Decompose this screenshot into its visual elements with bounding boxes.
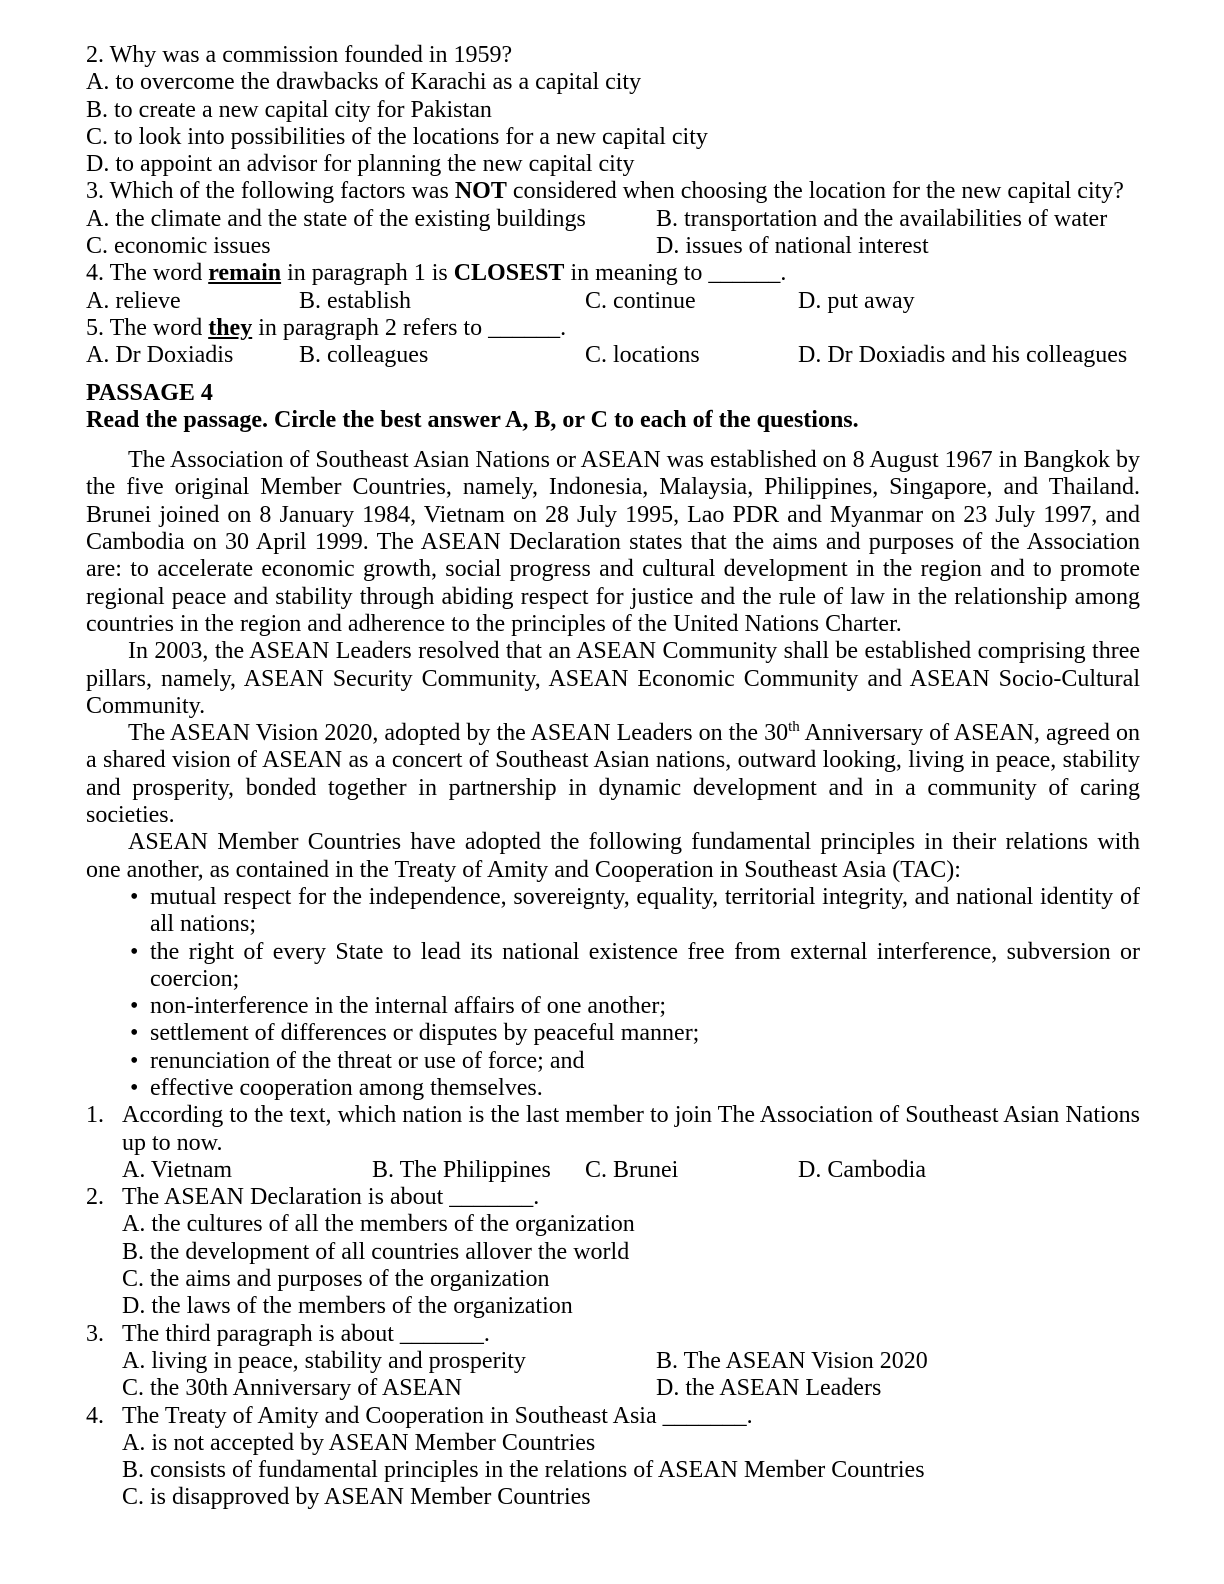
option-a: A. Vietnam <box>122 1156 233 1183</box>
question-5-option-a: A. Dr Doxiadis <box>86 342 234 369</box>
option-c: C. is disapproved by ASEAN Member Countries <box>122 1484 591 1511</box>
question-3-options-row-1 <box>86 206 1140 233</box>
question-3-stem <box>86 178 1140 205</box>
question-stem: According to the text, which nation is the last member to join The Association of Southeast Asian Nations up to now. <box>122 1102 1140 1156</box>
list-item <box>130 884 1140 939</box>
bullet-icon: • <box>130 1020 139 1047</box>
bullet-icon: • <box>130 883 139 910</box>
question-3-option-b: B. transportation and the availabilities of water <box>656 205 1108 232</box>
question-5-target-word: they <box>208 314 253 341</box>
question-5-options <box>86 342 1140 369</box>
passage-question-4 <box>86 1403 1140 1512</box>
option-d: D. the ASEAN Leaders <box>656 1375 882 1402</box>
question-4-option-d: D. put away <box>798 287 915 314</box>
option-a: A. is not accepted by ASEAN Member Countries <box>122 1429 596 1456</box>
passage-paragraph-3 <box>86 720 1140 829</box>
question-number: 3. <box>86 1320 104 1347</box>
question-3-option-c: C. economic issues <box>86 233 271 260</box>
question-options-row-1 <box>122 1348 1140 1375</box>
question-4-stem <box>86 260 1140 287</box>
question-number: 1. <box>86 1102 104 1129</box>
passage-instruction: Read the passage. Circle the best answer A, B, or C to each of the questions. <box>86 406 859 433</box>
question-2-option-c: C. to look into possibilities of the locations for a new capital city <box>86 123 708 150</box>
question-2-stem: 2. Why was a commission founded in 1959? <box>86 42 513 68</box>
question-number: 4. <box>86 1402 104 1429</box>
list-item <box>130 939 1140 994</box>
list-item-text: renunciation of the threat or use of force; and <box>150 1047 585 1074</box>
question-4-options <box>86 288 1140 315</box>
question-3-option-a: A. the climate and the state of the existing buildings <box>86 205 586 232</box>
question-5-option-b: B. colleagues <box>299 342 429 369</box>
question-5-stem-end: in paragraph 2 refers to ______. <box>252 314 567 341</box>
passage-question-2 <box>86 1184 1140 1320</box>
passage-question-1 <box>86 1102 1140 1184</box>
list-item <box>130 1075 1140 1102</box>
passage-title: PASSAGE 4 <box>86 379 213 406</box>
question-4-option-c: C. continue <box>585 287 696 314</box>
option-c: C. the 30th Anniversary of ASEAN <box>122 1375 462 1402</box>
option-b: B. The ASEAN Vision 2020 <box>656 1347 928 1374</box>
question-5-stem <box>86 315 1140 342</box>
ordinal-suffix: th <box>788 719 800 736</box>
question-4-target-word: remain <box>208 260 282 287</box>
bullet-icon: • <box>130 1074 139 1101</box>
option-b: B. The Philippines <box>372 1156 551 1183</box>
worksheet-page <box>86 42 1140 1512</box>
question-4-option-a: A. relieve <box>86 287 181 314</box>
passage-paragraph-2: In 2003, the ASEAN Leaders resolved that an ASEAN Community shall be established comprising three pillars, namely, ASEAN Security Community, ASEAN Economic Community and ASEAN Socio-Cultural Community. <box>86 638 1140 719</box>
question-4-stem-end: in meaning to ______. <box>564 260 787 287</box>
question-3-option-d: D. issues of national interest <box>656 233 929 260</box>
question-5-stem-start: 5. The word <box>86 314 209 341</box>
option-c: C. the aims and purposes of the organization <box>122 1266 550 1293</box>
list-item-text: effective cooperation among themselves. <box>150 1074 543 1101</box>
bullet-icon: • <box>130 938 139 965</box>
question-stem: The Treaty of Amity and Cooperation in Southeast Asia _______. <box>122 1402 753 1429</box>
option-c: C. Brunei <box>585 1156 679 1183</box>
list-item-text: non-interference in the internal affairs of one another; <box>150 993 666 1020</box>
question-options-row-2 <box>122 1375 1140 1402</box>
question-4-option-b: B. establish <box>299 287 411 314</box>
option-a: A. the cultures of all the members of the organization <box>122 1211 635 1238</box>
passage-question-3 <box>86 1321 1140 1403</box>
option-d: D. the laws of the members of the organization <box>122 1293 573 1320</box>
option-d: D. Cambodia <box>798 1156 926 1183</box>
paragraph-3-start: The ASEAN Vision 2020, adopted by the ASEAN Leaders on the 30 <box>128 720 789 747</box>
question-2-option-a: A. to overcome the drawbacks of Karachi as a capital city <box>86 69 642 96</box>
passage-paragraph-1: The Association of Southeast Asian Nations or ASEAN was established on 8 August 1967 in Bangkok by the five original Member Countries, namely, Indonesia, Malaysia, Philippines, Singapore, and Thailand. Brunei joined on 8 January 1984, Vietnam on 28 July 1995, Lao PDR and Myanmar on 23 July 1997, and Cambodia on 30 April 1999. The ASEAN Declaration states that the aims and purposes of the Association are: to accelerate economic growth, social progress and cultural development in the region and to promote regional peace and stability through abiding respect for justice and the rule of law in the relationship among countries in the region and adherence to the principles of the United Nations Charter. <box>86 447 1140 637</box>
bullet-icon: • <box>130 993 139 1020</box>
question-stem: The ASEAN Declaration is about _______. <box>122 1184 540 1211</box>
question-number: 2. <box>86 1184 104 1211</box>
list-item-text: mutual respect for the independence, sovereignty, equality, territorial integrity, and national identity of all nations; <box>150 883 1140 938</box>
question-5-option-d: D. Dr Doxiadis and his colleagues <box>798 342 1128 369</box>
list-item <box>130 993 1140 1020</box>
question-options <box>122 1157 1140 1184</box>
question-4-stem-start: 4. The word <box>86 260 209 287</box>
paragraph-3-end: Anniversary of ASEAN, agreed on a shared vision of ASEAN as a concert of Southeast Asian nations, outward looking, living in peace, stability and prosperity, bonded together in partnership in dynamic development and in a community of caring societies. <box>86 720 1140 829</box>
question-4-emphasis: CLOSEST <box>453 260 565 287</box>
question-stem: The third paragraph is about _______. <box>122 1320 490 1347</box>
option-b: B. the development of all countries allover the world <box>122 1238 630 1265</box>
bullet-icon: • <box>130 1047 139 1074</box>
question-4-stem-middle: in paragraph 1 is <box>281 260 454 287</box>
question-3-emphasis: NOT <box>454 178 507 205</box>
question-3-stem-end: considered when choosing the location for the new capital city? <box>506 178 1124 205</box>
question-2-option-d: D. to appoint an advisor for planning the new capital city <box>86 151 635 178</box>
question-5-option-c: C. locations <box>585 342 700 369</box>
principles-list <box>86 884 1140 1102</box>
question-2-option-b: B. to create a new capital city for Pakistan <box>86 96 492 123</box>
question-3-stem-start: 3. Which of the following factors was <box>86 178 455 205</box>
question-3-options-row-2 <box>86 233 1140 260</box>
option-a: A. living in peace, stability and prosperity <box>122 1347 526 1374</box>
list-item <box>130 1048 1140 1075</box>
passage-paragraph-4: ASEAN Member Countries have adopted the following fundamental principles in their relations with one another, as contained in the Treaty of Amity and Cooperation in Southeast Asia (TAC): <box>86 829 1140 883</box>
option-b: B. consists of fundamental principles in the relations of ASEAN Member Countries <box>122 1457 925 1484</box>
list-item <box>130 1020 1140 1047</box>
list-item-text: the right of every State to lead its national existence free from external interference, subversion or coercion; <box>150 938 1140 992</box>
list-item-text: settlement of differences or disputes by peaceful manner; <box>150 1020 700 1047</box>
